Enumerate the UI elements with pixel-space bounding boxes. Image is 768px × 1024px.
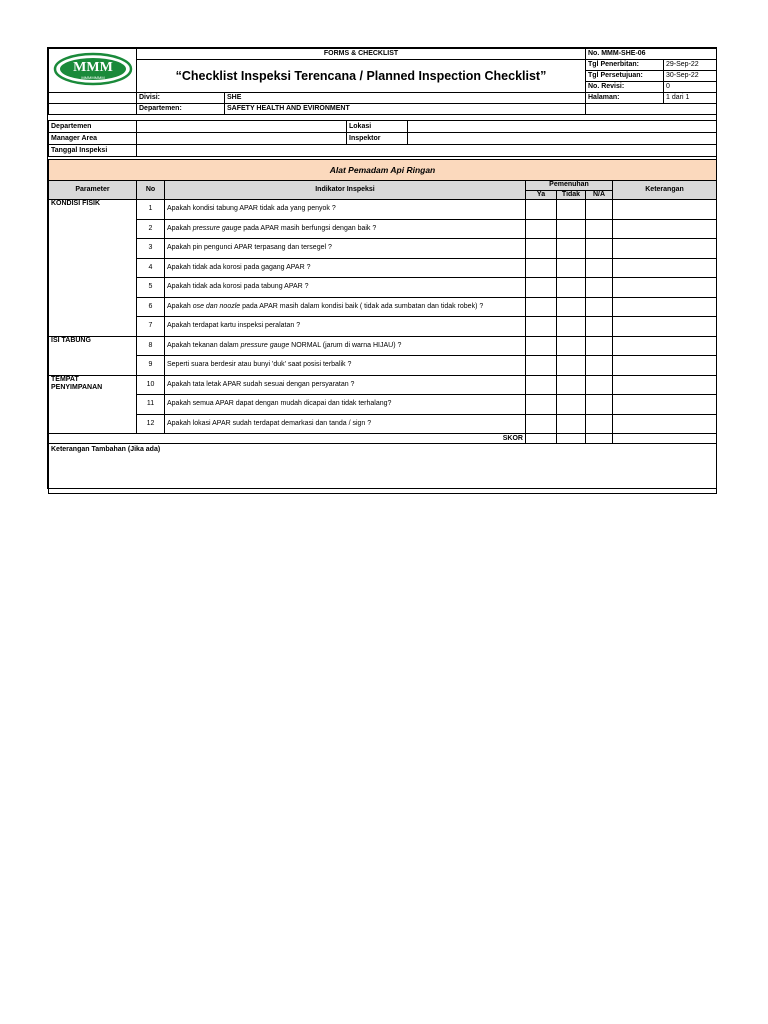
table-row <box>49 395 717 415</box>
skor-tidak[interactable] <box>557 434 586 444</box>
col-pemenuhan: Pemenuhan <box>526 181 613 191</box>
col-no: No <box>137 181 165 200</box>
company-logo <box>49 49 137 93</box>
col-ya: Ya <box>526 190 557 200</box>
answer-tidak[interactable] <box>557 375 586 395</box>
question-text: Apakah tidak ada korosi pada tabung APAR ? <box>165 278 526 298</box>
form-header <box>48 48 717 115</box>
param-kondisi-fisik: KONDISI FISIK <box>49 200 137 337</box>
info-block <box>48 120 717 157</box>
answer-keterangan[interactable] <box>613 278 717 298</box>
info-manager-label: Manager Area <box>49 133 137 145</box>
table-row <box>49 317 717 337</box>
question-no: 9 <box>137 356 165 376</box>
table-row <box>49 200 717 220</box>
doc-number: No. MMM-SHE-06 <box>586 49 717 60</box>
svg-text:MMMMMMM: MMMMMMM <box>80 75 105 80</box>
answer-keterangan[interactable] <box>613 297 717 317</box>
col-na: N/A <box>586 190 613 200</box>
info-inspektor-label: Inspektor <box>347 133 408 145</box>
tgl-persetujuan-value: 30-Sep-22 <box>664 71 717 82</box>
table-row <box>49 414 717 434</box>
question-no: 2 <box>137 219 165 239</box>
question-text: Apakah kondisi tabung APAR tidak ada yang penyok ? <box>165 200 526 220</box>
tgl-penerbitan-value: 29-Sep-22 <box>664 60 717 71</box>
question-no: 10 <box>137 375 165 395</box>
info-manager-field[interactable] <box>137 133 347 145</box>
question-no: 8 <box>137 336 165 356</box>
answer-keterangan[interactable] <box>613 317 717 337</box>
skor-na[interactable] <box>586 434 613 444</box>
answer-keterangan[interactable] <box>613 200 717 220</box>
param-isi-tabung: ISI TABUNG <box>49 336 137 375</box>
question-text: Apakah tidak ada korosi pada gagang APAR ? <box>165 258 526 278</box>
answer-na[interactable] <box>586 200 613 220</box>
inspection-form <box>47 47 717 489</box>
halaman-label: Halaman: <box>586 93 664 104</box>
question-text: Seperti suara berdesir atau bunyi 'duk' saat posisi terbalik ? <box>165 356 526 376</box>
tgl-persetujuan-label: Tgl Persetujuan: <box>586 71 664 82</box>
question-text: Apakah tata letak APAR sudah sesuai dengan persyaratan ? <box>165 375 526 395</box>
answer-na[interactable] <box>586 395 613 415</box>
answer-ya[interactable] <box>526 278 557 298</box>
answer-na[interactable] <box>586 297 613 317</box>
answer-keterangan[interactable] <box>613 375 717 395</box>
divisi-label: Divisi: <box>137 93 225 104</box>
form-title: “Checklist Inspeksi Terencana / Planned Inspection Checklist” <box>137 60 586 93</box>
answer-ya[interactable] <box>526 395 557 415</box>
answer-keterangan[interactable] <box>613 258 717 278</box>
no-revisi-label: No. Revisi: <box>586 82 664 93</box>
tgl-penerbitan-label: Tgl Penerbitan: <box>586 60 664 71</box>
answer-tidak[interactable] <box>557 336 586 356</box>
question-text: Apakah tekanan dalam pressure gauge NORMAL (jarum di warna HIJAU) ? <box>165 336 526 356</box>
skor-label: SKOR <box>49 434 526 444</box>
answer-keterangan[interactable] <box>613 356 717 376</box>
table-row <box>49 375 717 395</box>
info-tanggal-label: Tanggal Inspeksi <box>49 145 137 157</box>
answer-tidak[interactable] <box>557 356 586 376</box>
answer-ya[interactable] <box>526 239 557 259</box>
table-row <box>49 219 717 239</box>
answer-ya[interactable] <box>526 336 557 356</box>
keterangan-tambahan[interactable]: Keterangan Tambahan (Jika ada) <box>49 444 717 494</box>
info-lokasi-label: Lokasi <box>347 121 408 133</box>
param-label: TEMPAT <box>51 375 79 383</box>
answer-keterangan[interactable] <box>613 414 717 434</box>
answer-ya[interactable] <box>526 258 557 278</box>
answer-ya[interactable] <box>526 219 557 239</box>
question-no: 4 <box>137 258 165 278</box>
answer-na[interactable] <box>586 317 613 337</box>
question-text: Apakah pressure gauge pada APAR masih berfungsi dengan baik ? <box>165 219 526 239</box>
question-text: Apakah pin pengunci APAR terpasang dan tersegel ? <box>165 239 526 259</box>
answer-tidak[interactable] <box>557 395 586 415</box>
question-rows <box>49 200 717 434</box>
table-row <box>49 297 717 317</box>
answer-keterangan[interactable] <box>613 395 717 415</box>
table-row <box>49 239 717 259</box>
answer-keterangan[interactable] <box>613 239 717 259</box>
answer-ya[interactable] <box>526 414 557 434</box>
question-no: 12 <box>137 414 165 434</box>
answer-na[interactable] <box>586 258 613 278</box>
departemen-value: SAFETY HEALTH AND EVIRONMENT <box>225 104 586 115</box>
col-keterangan: Keterangan <box>613 181 717 200</box>
answer-na[interactable] <box>586 219 613 239</box>
info-tanggal-field[interactable] <box>137 145 717 157</box>
col-parameter: Parameter <box>49 181 137 200</box>
answer-ya[interactable] <box>526 375 557 395</box>
svg-text:MMM: MMM <box>72 60 113 75</box>
answer-na[interactable] <box>586 239 613 259</box>
answer-ya[interactable] <box>526 200 557 220</box>
answer-na[interactable] <box>586 414 613 434</box>
answer-keterangan[interactable] <box>613 219 717 239</box>
answer-na[interactable] <box>586 336 613 356</box>
answer-tidak[interactable] <box>557 317 586 337</box>
mmm-logo-icon <box>53 52 133 86</box>
param-tempat-penyimpanan <box>49 375 137 434</box>
info-lokasi-field[interactable] <box>408 121 717 133</box>
answer-ya[interactable] <box>526 356 557 376</box>
info-inspektor-field[interactable] <box>408 133 717 145</box>
param-label: PENYIMPANAN <box>51 383 103 391</box>
answer-tidak[interactable] <box>557 200 586 220</box>
section-banner: Alat Pemadam Api Ringan <box>49 160 717 181</box>
answer-ya[interactable] <box>526 317 557 337</box>
answer-ya[interactable] <box>526 297 557 317</box>
question-no: 1 <box>137 200 165 220</box>
logo-spacer-2 <box>49 104 137 115</box>
header-empty <box>586 104 717 115</box>
info-departemen-field[interactable] <box>137 121 347 133</box>
question-no: 3 <box>137 239 165 259</box>
forms-label: FORMS & CHECKLIST <box>137 49 586 60</box>
answer-tidak[interactable] <box>557 258 586 278</box>
question-no: 5 <box>137 278 165 298</box>
skor-keterangan[interactable] <box>613 434 717 444</box>
question-text: Apakah ose dan noozle pada APAR masih dalam kondisi baik ( tidak ada sumbatan dan tidak robek) ? <box>165 297 526 317</box>
departemen-label: Departemen: <box>137 104 225 115</box>
checklist-table <box>48 159 717 494</box>
answer-tidak[interactable] <box>557 297 586 317</box>
table-row <box>49 336 717 356</box>
table-row <box>49 356 717 376</box>
info-departemen-label: Departemen <box>49 121 137 133</box>
answer-keterangan[interactable] <box>613 336 717 356</box>
skor-ya[interactable] <box>526 434 557 444</box>
col-indikator: Indikator Inspeksi <box>165 181 526 200</box>
col-tidak: Tidak <box>557 190 586 200</box>
no-revisi-value: 0 <box>664 82 717 93</box>
question-text: Apakah terdapat kartu inspeksi peralatan ? <box>165 317 526 337</box>
answer-tidak[interactable] <box>557 278 586 298</box>
answer-tidak[interactable] <box>557 239 586 259</box>
answer-tidak[interactable] <box>557 414 586 434</box>
question-no: 7 <box>137 317 165 337</box>
question-no: 11 <box>137 395 165 415</box>
logo-spacer <box>49 93 137 104</box>
answer-na[interactable] <box>586 278 613 298</box>
answer-na[interactable] <box>586 356 613 376</box>
table-row <box>49 278 717 298</box>
question-no: 6 <box>137 297 165 317</box>
table-row <box>49 258 717 278</box>
answer-tidak[interactable] <box>557 219 586 239</box>
divisi-value: SHE <box>225 93 586 104</box>
answer-na[interactable] <box>586 375 613 395</box>
question-text: Apakah semua APAR dapat dengan mudah dicapai dan tidak terhalang? <box>165 395 526 415</box>
halaman-value: 1 dari 1 <box>664 93 717 104</box>
question-text: Apakah lokasi APAR sudah terdapat demarkasi dan tanda / sign ? <box>165 414 526 434</box>
